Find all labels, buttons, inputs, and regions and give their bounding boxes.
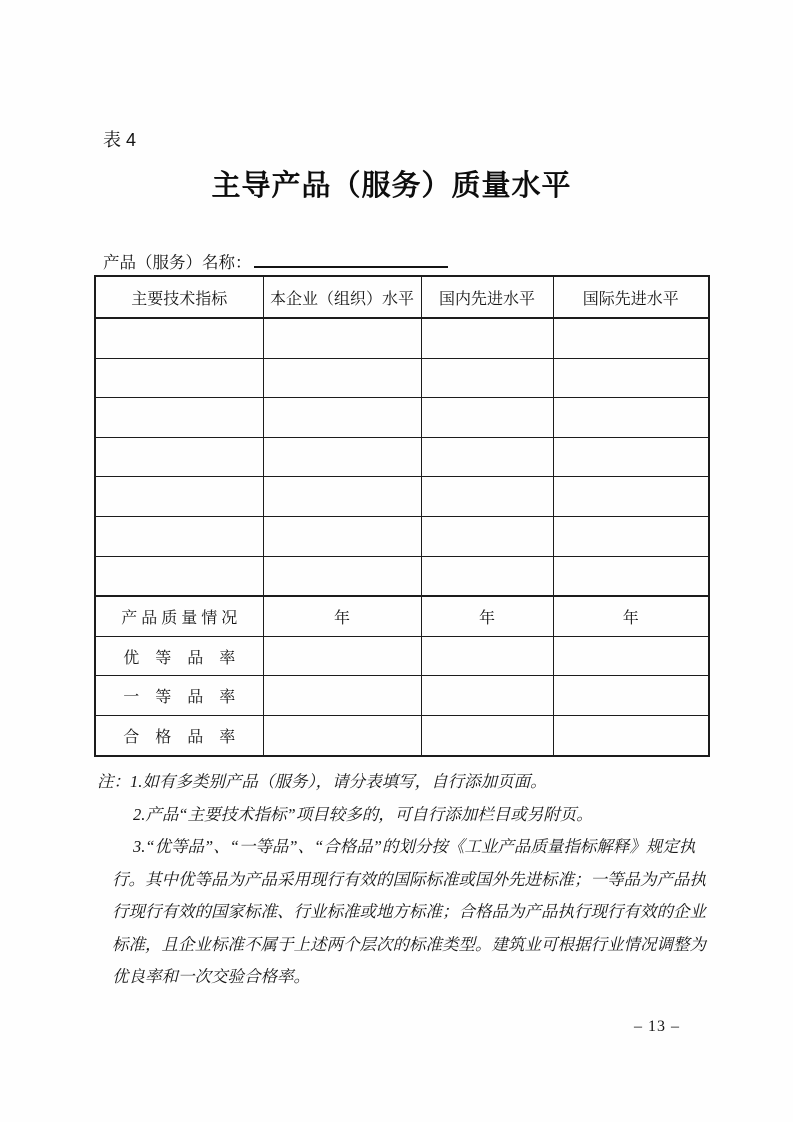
blank-cell [553,437,709,477]
year-cell: 年 [421,596,553,636]
qualified-rate-label: 合 格 品 率 [95,715,263,755]
note-line-1: 注：1.如有多类别产品（服务），请分表填写，自行添加页面。 [97,772,547,791]
blank-cell [263,358,421,398]
product-name-line [103,249,448,273]
blank-cell [421,715,553,755]
blank-cell [421,437,553,477]
blank-cell [421,358,553,398]
premium-rate-row [95,636,709,676]
blank-cell [263,516,421,556]
blank-cell [421,318,553,358]
blank-cell [263,715,421,755]
note-line-5: 行现行有效的国家标准、行业标准或地方标准；合格品为产品执行现行有效的企业 [112,902,706,921]
table-tag: 表 4 [103,130,137,150]
blank-cell [421,516,553,556]
blank-cell [421,398,553,438]
year-cell: 年 [553,596,709,636]
blank-cell [95,398,263,438]
note-line-6: 标准，且企业标准不属于上述两个层次的标准类型。建筑业可根据行业情况调整为 [112,934,706,954]
blank-cell [263,636,421,676]
blank-cell [421,676,553,716]
blank-cell [421,636,553,676]
blank-cell [95,477,263,517]
note-line-3: 3.“优等品”、“一等品”、“合格品”的划分按《工业产品质量指标解释》规定执 [133,837,696,856]
blank-cell [553,556,709,596]
blank-cell [553,636,709,676]
blank-cell [553,318,709,358]
header-domestic-level: 国内先进水平 [421,276,553,318]
blank-cell [263,477,421,517]
blank-cell [263,676,421,716]
header-main-indicator: 主要技术指标 [95,276,263,318]
premium-rate-label: 优 等 品 率 [95,636,263,676]
qualified-rate-row [95,715,709,755]
header-international-level: 国际先进水平 [553,276,709,318]
product-quality-label: 产 品 质 量 情 况 [95,596,263,636]
blank-cell [553,715,709,755]
page-number: – 13 – [634,1018,680,1035]
product-quality-row [95,596,709,636]
empty-row [95,516,709,556]
year-cell: 年 [263,596,421,636]
blank-cell [95,516,263,556]
empty-row [95,318,709,358]
blank-cell [263,437,421,477]
blank-cell [263,318,421,358]
blank-cell [95,437,263,477]
header-enterprise-level: 本企业（组织）水平 [263,276,421,318]
blank-cell [263,398,421,438]
blank-cell [553,676,709,716]
empty-row [95,556,709,596]
note-line-2: 2.产品“主要技术指标”项目较多的，可自行添加栏目或另附页。 [133,804,593,824]
blank-cell [95,556,263,596]
notes-block [97,766,757,994]
product-name-blank [254,250,448,268]
product-name-label: 产品（服务）名称： [103,253,252,272]
blank-cell [553,358,709,398]
blank-cell [263,556,421,596]
blank-cell [421,477,553,517]
note-line-7: 优良率和一次交验合格率。 [112,967,310,986]
first-class-rate-row [95,676,709,716]
table-header-row [95,276,709,318]
empty-row [95,358,709,398]
empty-row [95,437,709,477]
blank-cell [553,398,709,438]
blank-cell [553,477,709,517]
note-line-4: 行。其中优等品为产品采用现行有效的国际标准或国外先进标准；一等品为产品执 [112,869,706,889]
blank-cell [95,318,263,358]
blank-cell [95,358,263,398]
quality-level-table [94,275,710,757]
first-class-rate-label: 一 等 品 率 [95,676,263,716]
blank-cell [421,556,553,596]
empty-row [95,398,709,438]
empty-row [95,477,709,517]
page-title: 主导产品（服务）质量水平 [211,170,572,202]
blank-cell [553,516,709,556]
